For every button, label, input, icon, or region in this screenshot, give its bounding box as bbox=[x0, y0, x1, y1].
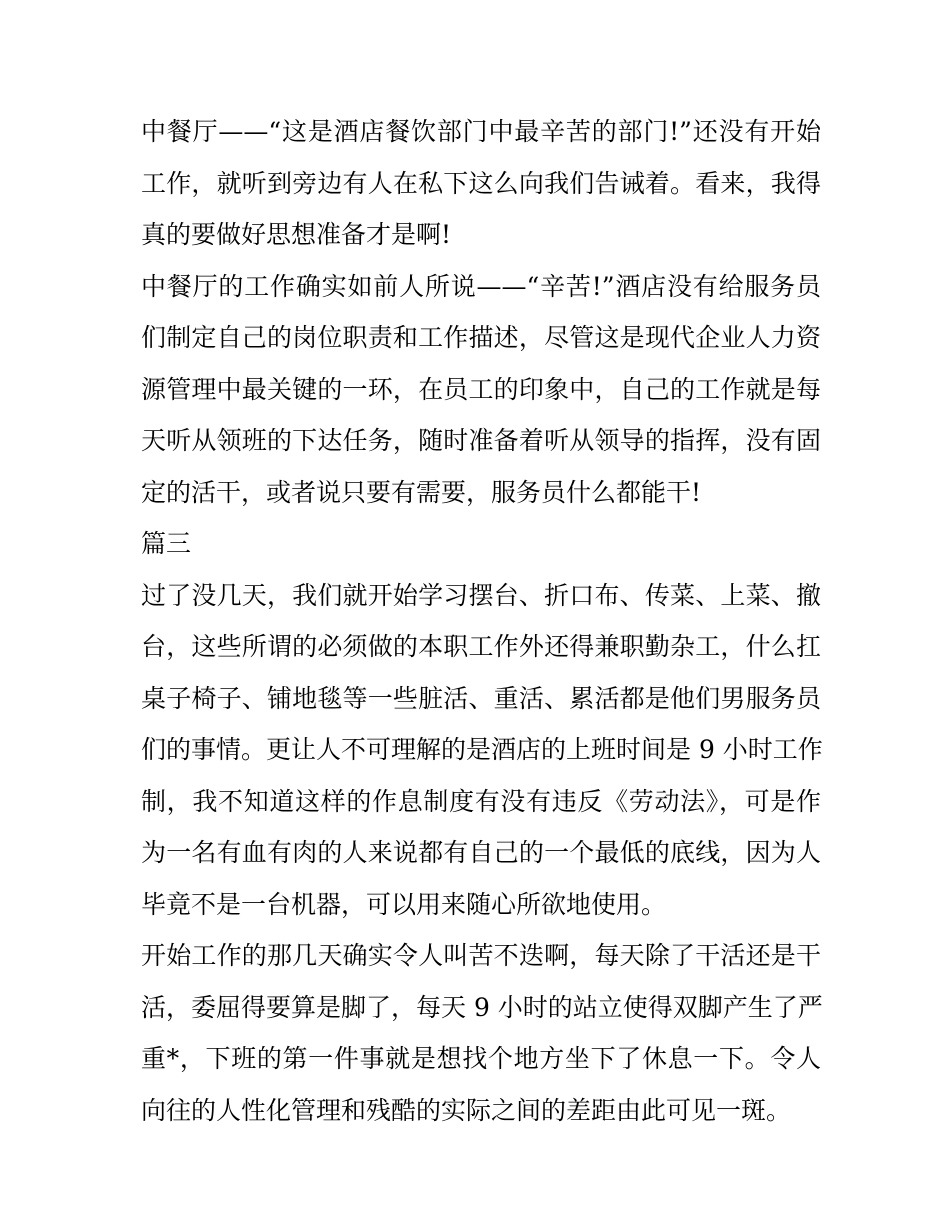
text-line: 中餐厅——“这是酒店餐饮部门中最辛苦的部门!”还没有开始 bbox=[141, 117, 821, 146]
text-line: 中餐厅的工作确实如前人所说——“辛苦!”酒店没有给服务员 bbox=[141, 271, 821, 301]
text-line: 制，我不知道这样的作息制度有没有违反《劳动法》，可是作 bbox=[141, 786, 821, 816]
text-line: 为一名有血有肉的人来说都有自己的一个最低的底线，因为人 bbox=[141, 838, 821, 867]
text-line: 工作，就听到旁边有人在私下这么向我们告诫着。看来，我得 bbox=[141, 168, 821, 198]
text-line: 桌子椅子、铺地毯等一些脏活、重活、累活都是他们男服务员 bbox=[141, 683, 821, 713]
document-body bbox=[141, 106, 821, 1136]
text-line: 定的活干，或者说只要有需要，服务员什么都能干! bbox=[141, 477, 702, 507]
text-line: 重*，下班的第一件事就是想找个地方坐下了休息一下。令人 bbox=[141, 1044, 821, 1073]
section-heading bbox=[141, 518, 821, 570]
paragraph bbox=[141, 261, 821, 519]
text-line: 过了没几天，我们就开始学习摆台、折口布、传菜、上菜、撤 bbox=[141, 580, 821, 610]
text-line: 活，委屈得要算是脚了，每天 9 小时的站立使得双脚产生了严 bbox=[141, 992, 823, 1022]
paragraph bbox=[141, 106, 821, 261]
paragraph bbox=[141, 570, 821, 931]
paragraph bbox=[141, 930, 821, 1136]
text-line: 真的要做好思想准备才是啊! bbox=[141, 220, 452, 249]
text-line: 毕竟不是一台机器，可以用来随心所欲地使用。 bbox=[141, 889, 667, 919]
text-line: 开始工作的那几天确实令人叫苦不迭啊，每天除了干活还是干 bbox=[141, 941, 821, 970]
text-line: 们的事情。更让人不可理解的是酒店的上班时间是 9 小时工作 bbox=[141, 735, 823, 764]
text-line: 源管理中最关键的一环，在员工的印象中，自己的工作就是每 bbox=[141, 374, 821, 404]
text-line: 台，这些所谓的必须做的本职工作外还得兼职勤杂工，什么扛 bbox=[141, 632, 821, 661]
text-line: 天听从领班的下达任务，随时准备着听从领导的指挥，没有固 bbox=[141, 426, 821, 455]
text-line: 们制定自己的岗位职责和工作描述，尽管这是现代企业人力资 bbox=[141, 323, 821, 352]
text-line: 向往的人性化管理和残酷的实际之间的差距由此可见一斑。 bbox=[141, 1095, 792, 1125]
section-title: 篇三 bbox=[141, 529, 192, 558]
